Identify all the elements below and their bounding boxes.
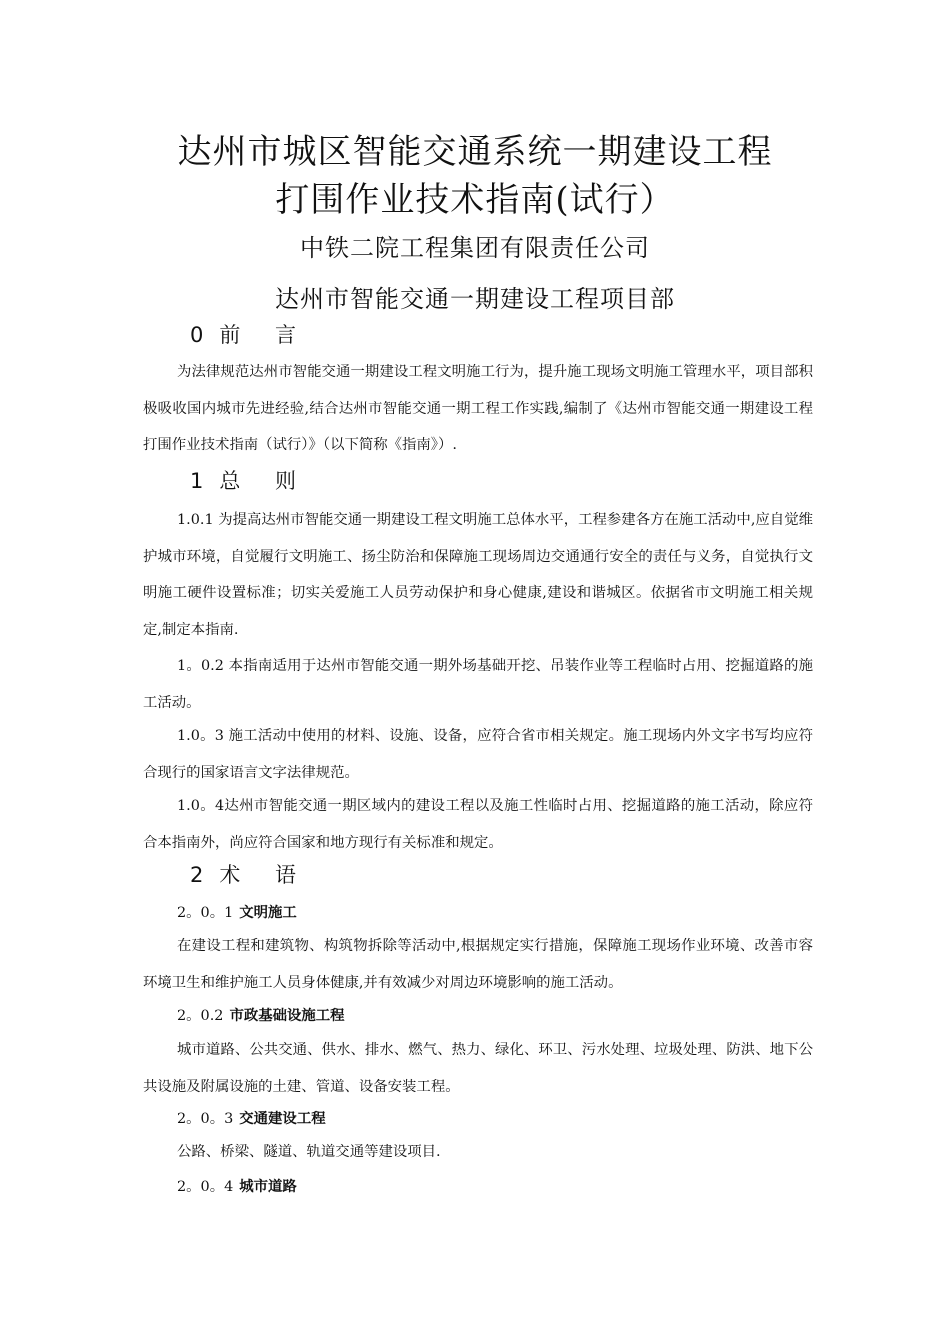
section-title: 术 语 [219,863,311,887]
term-definition-civilized-construction: 在建设工程和建筑物、构筑物拆除等活动中,根据规定实行措施，保障施工现场作业环境、改善市容环境卫生和维护施工人员身体健康,并有效减少对周边环境影响的施工活动。 [143,938,813,991]
term-number: 2。0.2 [177,1008,224,1024]
term-heading-traffic-construction [177,1107,326,1131]
section-title: 前 言 [219,323,311,347]
section-number: 1 [190,469,204,493]
project-department: 达州市智能交通一期建设工程项目部 [275,285,675,313]
organization-name: 中铁二院工程集团有限责任公司 [300,234,650,262]
term-heading-civilized-construction [177,901,297,925]
section-title: 总 则 [219,469,311,493]
section-number: 2 [190,863,204,887]
document-title-line2: 打围作业技术指南(试行） [275,180,675,220]
preface-paragraph: 为法律规范达州市智能交通一期建设工程文明施工行为，提升施工现场文明施工管理水平，项目部积极吸收国内城市先进经验,结合达州市智能交通一期工程工作实践,编制了《达州市智能交通一期建设工程打围作业技术指南（试行）》（以下简称《指南》）. [143,364,813,453]
term-name: 市政基础设施工程 [229,1008,345,1024]
clause-1-0-1: 1.0.1 为提高达州市智能交通一期建设工程文明施工总体水平，工程参建各方在施工活动中,应自觉维护城市环境，自觉履行文明施工、扬尘防治和保障施工现场周边交通通行安全的责任与义务，自觉执行文明施工硬件设置标准；切实关爱施工人员劳动保护和身心健康,建设和谐城区。依据省市文明施工相关规定,制定本指南. [143,512,813,638]
section-heading-general [190,466,310,496]
term-number: 2。0。1 [177,905,234,921]
term-definition-traffic-construction: 公路、桥梁、隧道、轨道交通等建设项目. [177,1144,441,1160]
clause-1-0-3: 1.0。3 施工活动中使用的材料、设施、设备，应符合省市相关规定。施工现场内外文字书写均应符合现行的国家语言文字法律规范。 [143,728,813,781]
clause-1-0-4: 1.0。4达州市智能交通一期区域内的建设工程以及施工性临时占用、挖掘道路的施工活动，除应符合本指南外，尚应符合国家和地方现行有关标准和规定。 [143,798,813,851]
term-definition-municipal-infrastructure: 城市道路、公共交通、供水、排水、燃气、热力、绿化、环卫、污水处理、垃圾处理、防洪、地下公共设施及附属设施的土建、管道、设备安装工程。 [143,1042,813,1095]
term-number: 2。0。3 [177,1111,234,1127]
section-heading-terms [190,860,310,890]
term-name: 文明施工 [239,905,297,921]
term-name: 交通建设工程 [239,1111,326,1127]
term-heading-urban-road [177,1175,297,1199]
term-name: 城市道路 [239,1179,297,1195]
term-heading-municipal-infrastructure [177,1004,345,1028]
section-number: 0 [190,323,204,347]
clause-1-0-2: 1。0.2 本指南适用于达州市智能交通一期外场基础开挖、吊装作业等工程临时占用、挖掘道路的施工活动。 [143,658,813,711]
term-number: 2。0。4 [177,1179,234,1195]
section-heading-preface [190,320,310,350]
document-title-line1: 达州市城区智能交通系统一期建设工程 [177,132,773,172]
